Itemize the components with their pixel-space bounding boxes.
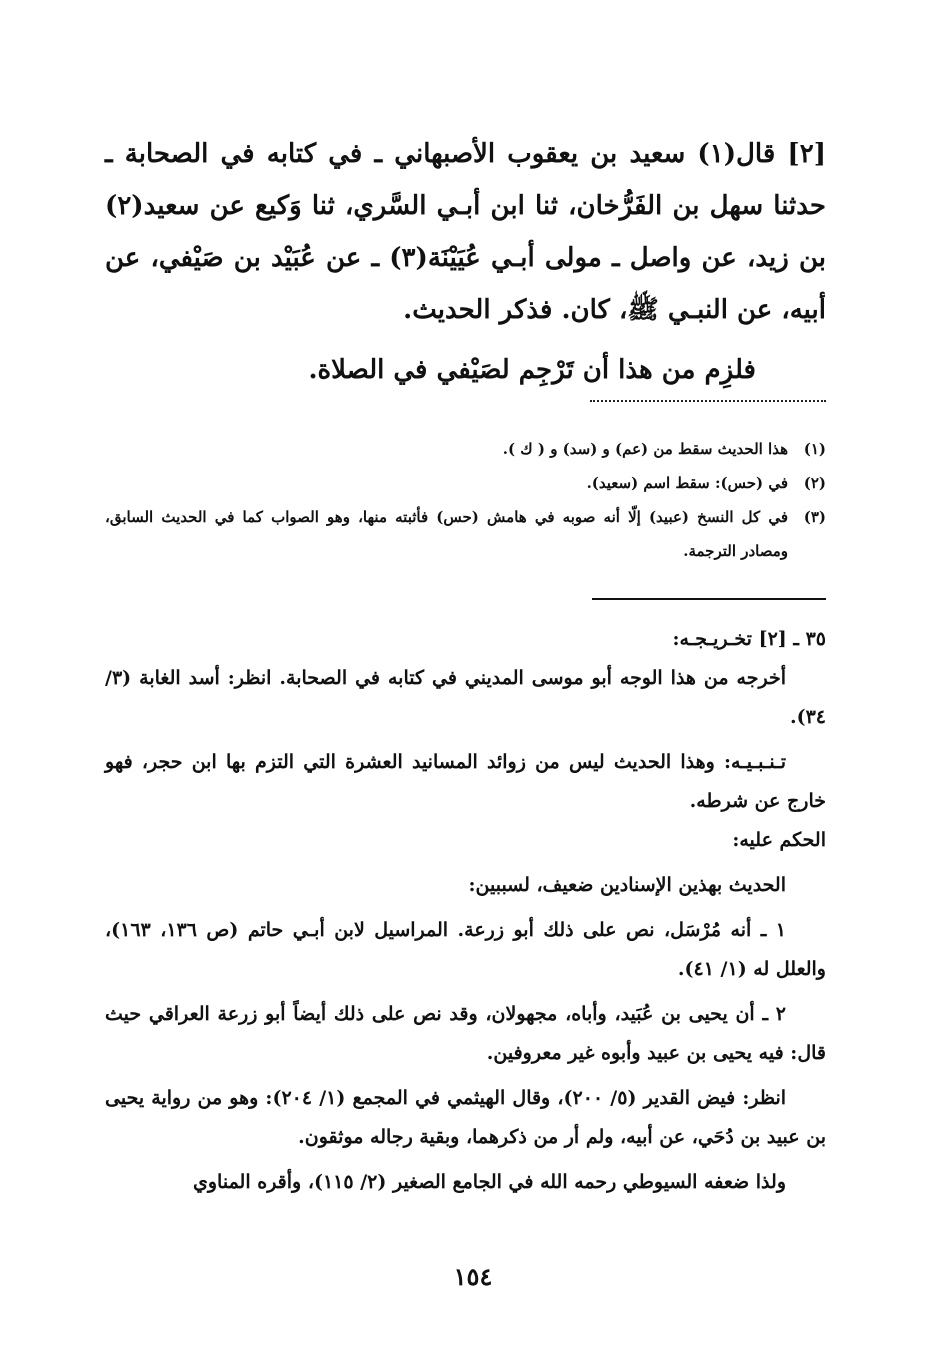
footnote-2 <box>105 466 826 500</box>
section-divider <box>592 598 826 600</box>
footnote-text: في (حس): سقط اسم (سعيد). <box>586 474 788 492</box>
reference-paragraph: انظر: فيض القدير (٥/ ٢٠٠)، وقال الهيثمي في المجمع (١/ ٢٠٤): وهو من رواية يحيى بن عبيد بن دُحَي، عن أبيه، ولم أر من ذكرهما، وبقية رجاله موثقون. <box>105 1087 826 1148</box>
takhrij-paragraph: أخرجه من هذا الوجه أبو موسى المديني في كتابه في الصحابة. انظر: أسد الغابة (٣/ ٣٤). <box>105 667 826 728</box>
main-text <box>105 128 826 396</box>
ruling-heading: الحكم عليه: <box>732 829 826 851</box>
ruling-paragraph: الحديث بهذين الإسنادين ضعيف، لسببين: <box>468 874 786 896</box>
closing-paragraph: ولذا ضعفه السيوطي رحمه الله في الجامع الصغير (٢/ ١١٥)، وأقره المناوي <box>193 1171 786 1193</box>
dotted-separator <box>590 400 826 402</box>
reason-2-paragraph: ٢ ـ أن يحيى بن عُبَيد، وأباه، مجهولان، وقد نص على ذلك أيضاً أبو زرعة العراقي حيث قال: فيه يحيى بن عبيد وأبوه غير معروفين. <box>105 1003 826 1064</box>
footnotes <box>105 432 826 568</box>
footnote-number: (٢) <box>803 474 826 492</box>
takhrij-section <box>105 618 826 1202</box>
footnote-number: (١) <box>803 440 826 458</box>
footnote-text: في كل النسخ (عبيد) إلّا أنه صوبه في هامش (حس) فأثبته منها، وهو الصواب كما في الحديث السابق، ومصادر الترجمة. <box>105 508 788 560</box>
conclusion-paragraph: فلزِم من هذا أن تَرْجِم لصَيْفي في الصلاة. <box>308 355 756 385</box>
note-paragraph: تـنـبـيـه: وهذا الحديث ليس من زوائد المسانيد العشرة التي التزم بها ابن حجر، فهو خارج عن شرطه. <box>105 751 826 812</box>
footnote-1 <box>105 432 826 466</box>
page-number: ١٥٤ <box>453 1262 493 1291</box>
hadith-paragraph: [٢] قال(١) سعيد بن يعقوب الأصبهاني ـ في كتابه في الصحابة ـ حدثنا سهل بن الفَرُّخان، ثنا ابن أبـي السَّري، ثنا وَكيع عن سعيد(٢) بن زيد، عن واصل ـ مولى أبـي عُيَيْنَة(٣) ـ عن عُبَيْد بن صَيْفي، عن أبيه، عن النبـي ﷺ، كان. فذكر الحديث. <box>105 139 826 325</box>
footnote-number: (٣) <box>803 508 826 526</box>
footnote-text: هذا الحديث سقط من (عم) و (سد) و ( ك ). <box>502 440 788 458</box>
section-heading: ٣٥ ـ [٢] تخـريـجـه: <box>672 628 826 650</box>
footnote-3 <box>105 500 826 568</box>
reason-1-paragraph: ١ ـ أنه مُرْسَل، نص على ذلك أبو زرعة. المراسيل لابن أبـي حاتم (ص ١٣٦، ١٦٣)، والعلل له (١/ ٤١). <box>105 919 826 980</box>
